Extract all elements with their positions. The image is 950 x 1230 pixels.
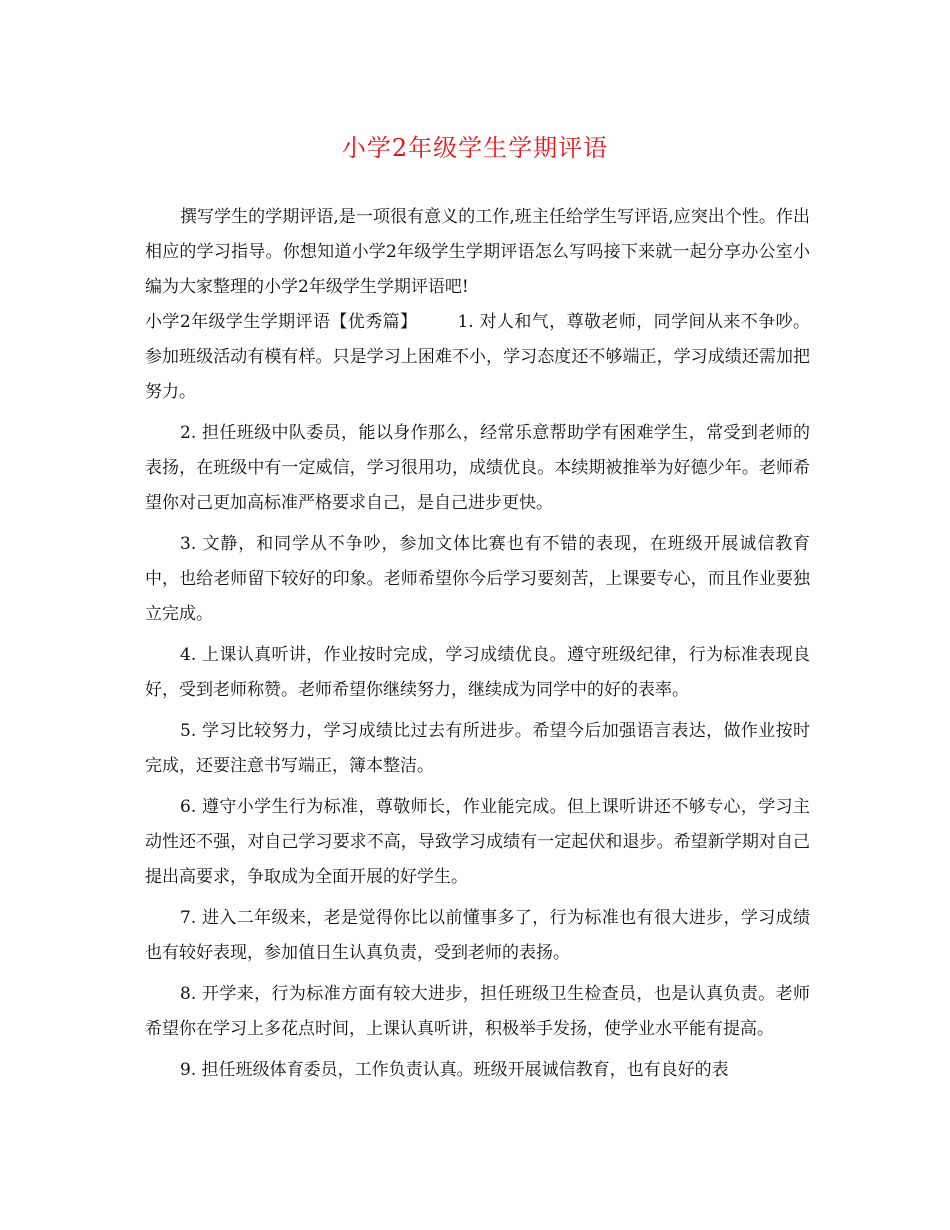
comment-item-4: 4. 上课认真听讲，作业按时完成，学习成绩优良。遵守班级纪律，行为标准表现良好，受到老师称赞。老师希望你继续努力，继续成为同学中的好的表率。 (145, 645, 810, 700)
comment-item-5: 5. 学习比较努力，学习成绩比过去有所进步。希望今后加强语言表达，做作业按时完成，还要注意书写端正，簿本整洁。 (145, 721, 810, 776)
comment-item-3: 3. 文静，和同学从不争吵，参加文体比赛也有不错的表现，在班级开展诚信教育中，也给老师留下较好的印象。老师希望你今后学习要刻苦，上课要专心，而且作业要独立完成。 (145, 534, 810, 624)
section-heading: 小学2年级学生学期评语【优秀篇】 (145, 312, 418, 332)
intro-paragraph: 撰写学生的学期评语,是一项很有意义的工作,班主任给学生写评语,应突出个性。作出相应的学习指导。你想知道小学2年级学生学期评语怎么写吗接下来就一起分享办公室小编为大家整理的小学2年级学生学期评语吧! (145, 207, 810, 297)
comment-item-7: 7. 进入二年级来，老是觉得你比以前懂事多了，行为标准也有很大进步，学习成绩也有较好表现，参加值日生认真负责，受到老师的表扬。 (145, 908, 810, 963)
section-paragraph (145, 305, 810, 410)
comment-item-1: 1. 对人和气，尊敬老师，同学间从来不争吵。参加班级活动有模有样。只是学习上困难不小，学习态度还不够端正，学习成绩还需加把努力。 (145, 312, 810, 402)
comment-item-2: 2. 担任班级中队委员，能以身作那么，经常乐意帮助学有困难学生，常受到老师的表扬，在班级中有一定威信，学习很用功，成绩优良。本续期被推举为好德少年。老师希望你对己更加高标准严格要求自己，是自己进步更快。 (145, 423, 810, 513)
document-body (145, 200, 810, 1094)
comment-item-6: 6. 遵守小学生行为标准，尊敬师长，作业能完成。但上课听讲还不够专心，学习主动性还不强，对自己学习要求不高，导致学习成绩有一定起伏和退步。希望新学期对自己提出高要求，争取成为全面开展的好学生。 (145, 797, 810, 887)
comment-item-8: 8. 开学来，行为标准方面有较大进步，担任班级卫生检查员，也是认真负责。老师希望你在学习上多花点时间，上课认真听讲，积极举手发扬，使学业水平能有提高。 (145, 984, 810, 1039)
document-title: 小学2年级学生学期评语 (341, 134, 609, 162)
comment-item-9: 9. 担任班级体育委员，工作负责认真。班级开展诚信教育，也有良好的表 (180, 1060, 729, 1080)
